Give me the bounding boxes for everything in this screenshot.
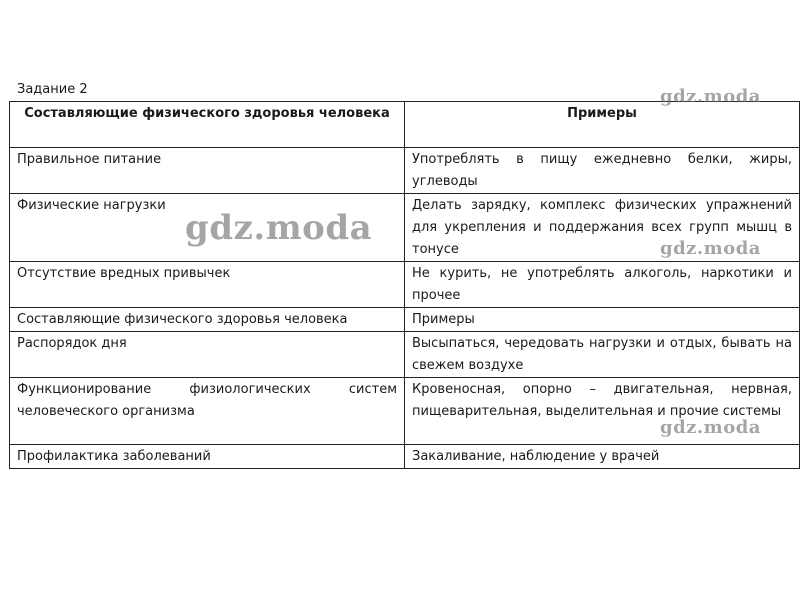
- watermark-logo: gdz.moda: [660, 238, 761, 259]
- row-example-cell: Кровеносная, опорно – двигательная, нервная, пищеварительная, выделительная и прочие системы: [405, 378, 800, 445]
- row-example-cell: Не курить, не употреблять алкоголь, наркотики и прочее: [405, 262, 800, 308]
- table-row: [10, 262, 800, 308]
- watermark-logo: gdz.moda: [660, 86, 761, 107]
- row-component-cell: Правильное питание: [10, 148, 405, 194]
- row-component-cell: Физические нагрузки: [10, 194, 405, 262]
- row-component-cell: Профилактика заболеваний: [10, 445, 405, 469]
- row-component-cell: Распорядок дня: [10, 332, 405, 378]
- row-component-cell: Отсутствие вредных привычек: [10, 262, 405, 308]
- table-row: [10, 378, 800, 445]
- table-row: [10, 148, 800, 194]
- row-component-cell: Функционирование физиологических систем человеческого организма: [10, 378, 405, 445]
- watermark-logo: gdz.moda: [185, 208, 373, 248]
- table-row: [10, 194, 800, 262]
- row-example-cell: Примеры: [405, 308, 800, 332]
- task-label: Задание 2: [17, 82, 88, 97]
- table-row: [10, 332, 800, 378]
- row-example-cell: Делать зарядку, комплекс физических упражнений для укрепления и поддержания всех групп мышц в тонусе: [405, 194, 800, 262]
- table-header-row: [10, 102, 800, 148]
- health-components-table-wrapper: [9, 101, 799, 469]
- row-example-cell: Употреблять в пищу ежедневно белки, жиры, углеводы: [405, 148, 800, 194]
- table-row: [10, 308, 800, 332]
- header-components: Составляющие физического здоровья человека: [10, 102, 405, 148]
- watermark-logo: gdz.moda: [660, 417, 761, 438]
- row-example-cell: Высыпаться, чередовать нагрузки и отдых, бывать на свежем воздухе: [405, 332, 800, 378]
- header-examples: Примеры: [405, 102, 800, 148]
- table-row: [10, 445, 800, 469]
- health-components-table: [9, 101, 800, 469]
- row-component-cell: Составляющие физического здоровья человека: [10, 308, 405, 332]
- row-example-cell: Закаливание, наблюдение у врачей: [405, 445, 800, 469]
